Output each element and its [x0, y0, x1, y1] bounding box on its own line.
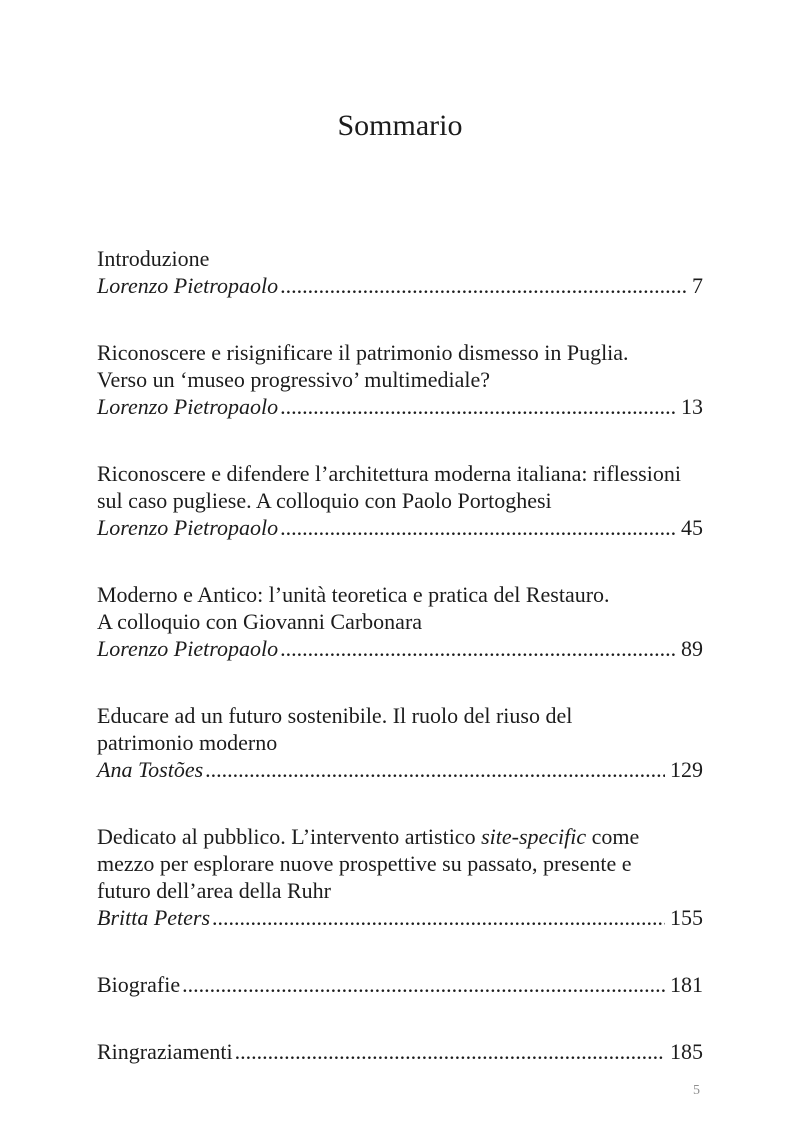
toc-entry — [97, 1038, 703, 1065]
toc-author: Lorenzo Pietropaolo — [97, 636, 279, 661]
toc-entry-title-line — [97, 823, 703, 850]
dot-leader — [278, 272, 687, 299]
toc-page-number: 89 — [681, 636, 703, 661]
toc-entry-title-line: Riconoscere e difendere l’architettura moderna italiana: riflessioni — [97, 461, 681, 486]
toc-page-number: 155 — [670, 905, 703, 930]
toc-page-number: 185 — [670, 1039, 703, 1064]
toc-entry-title-line: Moderno e Antico: l’unità teoretica e pratica del Restauro. — [97, 582, 610, 607]
page-title: Sommario — [337, 109, 463, 142]
toc-entry — [97, 971, 703, 998]
toc-entry-title-line: patrimonio moderno — [97, 730, 278, 755]
title-text: come — [586, 824, 640, 849]
toc-author: Ana Tostões — [97, 757, 204, 782]
toc-entry — [97, 581, 703, 662]
dot-leader — [210, 904, 665, 931]
dot-leader — [278, 393, 676, 420]
toc-page-number: 129 — [670, 757, 703, 782]
toc-page-number: 13 — [681, 394, 703, 419]
toc-author-row — [97, 635, 703, 662]
toc-page-number: 7 — [692, 273, 703, 298]
toc-label-row — [97, 1038, 703, 1065]
dot-leader — [203, 756, 665, 783]
toc-page-number: 45 — [681, 515, 703, 540]
toc-page-number: 181 — [670, 972, 703, 997]
toc-entry — [97, 702, 703, 783]
dot-leader — [278, 514, 676, 541]
toc-entry-title-line: A colloquio con Giovanni Carbonara — [97, 609, 423, 634]
toc-entry-title-line: Educare ad un futuro sostenibile. Il ruolo del riuso del — [97, 703, 573, 728]
toc-entry — [97, 339, 703, 420]
dot-leader — [180, 971, 665, 998]
toc-entry-title-line: Introduzione — [97, 246, 210, 271]
page-footer-number: 5 — [693, 1083, 700, 1098]
toc-entry-title-line: futuro dell’area della Ruhr — [97, 878, 331, 903]
title-text: Dedicato al pubblico. L’intervento artistico — [97, 824, 482, 849]
toc-entry-title-line: mezzo per esplorare nuove prospettive su passato, presente e — [97, 851, 632, 876]
toc-label: Ringraziamenti — [97, 1039, 233, 1064]
title-text-italic: site-specific — [481, 824, 587, 849]
toc-entry — [97, 823, 703, 931]
toc-author: Britta Peters — [97, 905, 211, 930]
toc-author: Lorenzo Pietropaolo — [97, 273, 279, 298]
toc-author-row — [97, 272, 703, 299]
toc-label-row — [97, 971, 703, 998]
dot-leader — [233, 1038, 665, 1065]
toc-author-row — [97, 904, 703, 931]
toc-entry — [97, 245, 703, 299]
toc-author-row — [97, 514, 703, 541]
toc-entry-title-line: Verso un ‘museo progressivo’ multimediale? — [97, 367, 491, 392]
page-content — [97, 0, 703, 1065]
toc-author-row — [97, 756, 703, 783]
toc-author-row — [97, 393, 703, 420]
toc-entry — [97, 460, 703, 541]
toc-author: Lorenzo Pietropaolo — [97, 515, 279, 540]
table-of-contents — [97, 245, 703, 1065]
toc-entry-title-line: Riconoscere e risignificare il patrimonio dismesso in Puglia. — [97, 340, 629, 365]
dot-leader — [278, 635, 676, 662]
toc-author: Lorenzo Pietropaolo — [97, 394, 279, 419]
toc-entry-title-line: sul caso pugliese. A colloquio con Paolo Portoghesi — [97, 488, 552, 513]
toc-label: Biografie — [97, 972, 181, 997]
